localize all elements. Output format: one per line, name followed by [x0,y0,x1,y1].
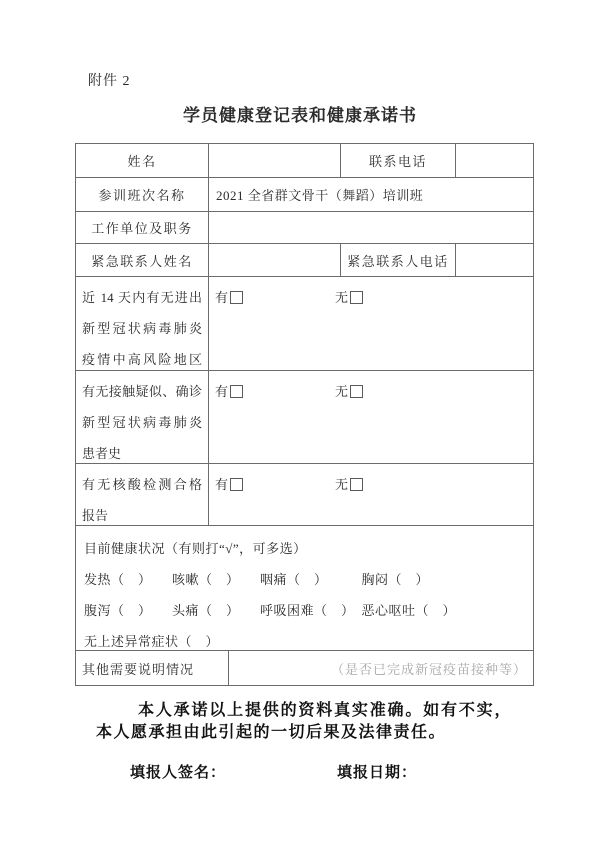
nucleic-label-cell [76,464,209,525]
signature-label: 填报人签名： [130,764,227,781]
class-value-cell: 2021 全省群文骨干（舞蹈）培训班 [216,188,424,203]
travel-answer-cell [209,277,533,370]
nucleic-no-label: 无 [335,477,349,492]
contact-yes-checkbox[interactable] [230,385,243,398]
table-row-emergency [76,244,533,277]
contact-label-line: 有无接触疑似、确诊 [82,384,202,399]
nucleic-yes-checkbox[interactable] [230,478,243,491]
nucleic-yes-label: 有 [215,477,229,492]
table-row-work [76,212,533,244]
health-status-heading: 目前健康状况（有则打“√”，可多选） [84,541,307,556]
nucleic-label-line: 报告 [82,508,109,523]
commitment-statement: 本人承诺以上提供的资料真实准确。如有不实，本人愿承担由此引起的一切后果及法律责任。 [96,702,512,741]
table-row-name [76,144,533,178]
travel-yes-label: 有 [215,290,229,305]
contact-label-cell [76,371,209,463]
contact-answer-cell [209,371,533,463]
symptom-line: 无上述异常症状（ ） [84,634,220,649]
name-label-cell: 姓名 [76,144,209,177]
emergency-name-label-cell: 紧急联系人姓名 [76,244,209,276]
work-input-cell[interactable] [209,212,533,243]
table-row-travel [76,277,533,371]
date-label: 填报日期： [337,764,418,781]
nucleic-answer-cell [209,464,533,525]
travel-label-line: 新型冠状病毒肺炎 [82,321,202,336]
contact-yes-label: 有 [215,384,229,399]
symptom-line: 发热（ ） 咳嗽（ ） 咽痛（ ） 胸闷（ ） [84,572,430,587]
page-title: 学员健康登记表和健康承诺书 [183,106,417,125]
attachment-label: 附件 2 [88,74,131,89]
emergency-phone-label-cell: 紧急联系人电话 [341,244,456,276]
nucleic-label-line: 有无核酸检测合格 [82,477,202,492]
contact-no-label: 无 [335,384,349,399]
contact-no-checkbox[interactable] [350,385,363,398]
other-label-cell: 其他需要说明情况 [76,651,229,685]
emergency-phone-input-cell[interactable] [456,244,533,276]
travel-label-line: 疫情中高风险地区 [82,352,202,367]
class-label-cell: 参训班次名称 [76,178,209,211]
contact-label-line: 新型冠状病毒肺炎 [82,415,202,430]
travel-label-line: 近 14 天内有无进出 [82,290,202,305]
travel-label-cell [76,277,209,370]
health-form-table [75,143,534,686]
phone-input-cell[interactable] [456,144,533,177]
table-row-class [76,178,533,212]
work-label-cell: 工作单位及职务 [76,212,209,243]
travel-no-checkbox[interactable] [350,291,363,304]
symptom-line: 腹泻（ ） 头痛（ ） 呼吸困难（ ） 恶心呕吐（ ） [84,603,457,618]
table-row-other [76,651,533,685]
other-note-cell[interactable]: （是否已完成新冠疫苗接种等） [330,661,527,677]
emergency-name-input-cell[interactable] [209,244,341,276]
name-input-cell[interactable] [209,144,341,177]
table-row-health-status [76,526,533,651]
table-row-contact [76,371,533,464]
travel-yes-checkbox[interactable] [230,291,243,304]
contact-label-line: 患者史 [82,446,122,461]
table-row-nucleic [76,464,533,526]
phone-label-cell: 联系电话 [341,144,456,177]
health-status-cell [76,526,533,650]
nucleic-no-checkbox[interactable] [350,478,363,491]
travel-no-label: 无 [335,290,349,305]
